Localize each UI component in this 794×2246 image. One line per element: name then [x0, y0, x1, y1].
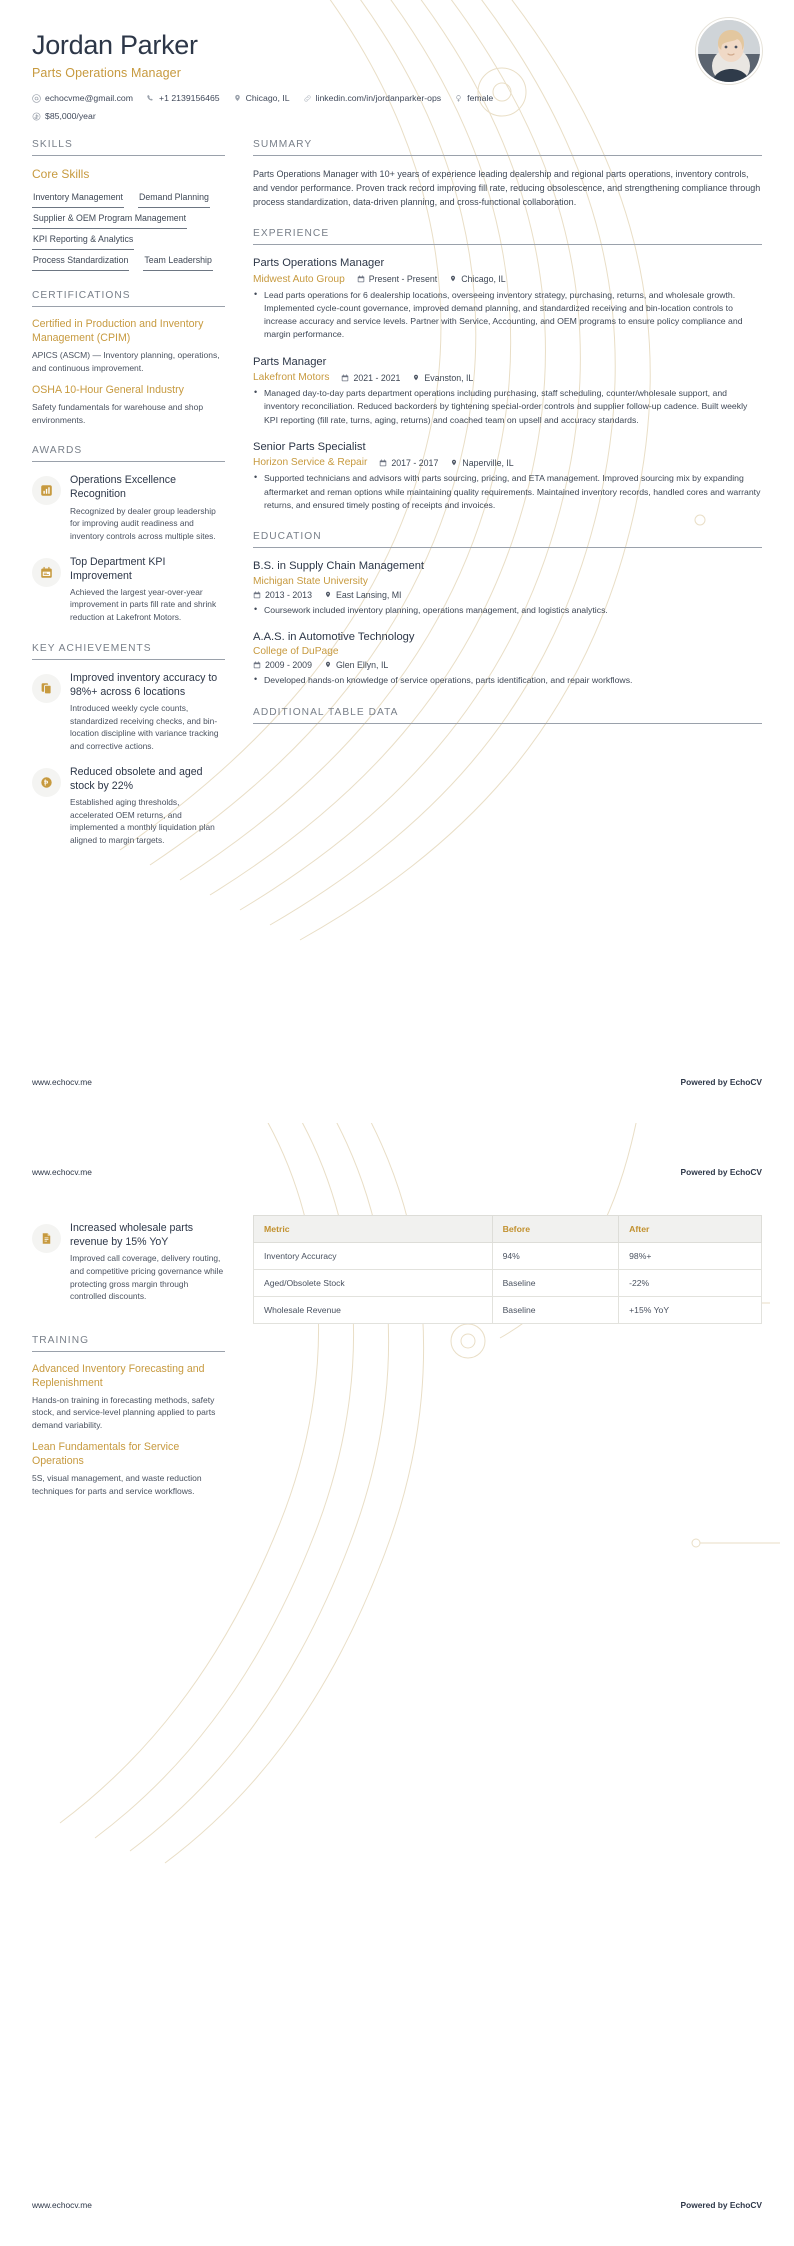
award-body — [70, 473, 225, 542]
training-heading: TRAINING — [32, 1334, 90, 1346]
email-icon — [32, 94, 41, 103]
education-dates — [253, 590, 312, 600]
job-company: Lakefront Motors — [253, 372, 330, 384]
achievement-title: Reduced obsolete and aged stock by 22% — [70, 765, 203, 792]
education-meta — [253, 590, 762, 600]
table-cell: -22% — [619, 1270, 762, 1297]
contact-email[interactable] — [32, 92, 133, 105]
contact-phone-text: +1 2139156465 — [159, 93, 220, 104]
footer-powered-prefix: Powered by — [680, 1077, 730, 1087]
footer-brand-name: EchoCV — [729, 2200, 762, 2210]
divider — [253, 155, 762, 156]
document-icon — [40, 1232, 53, 1245]
footer-powered-by — [681, 1167, 762, 1177]
education-bullets — [253, 604, 762, 617]
table-row — [254, 1243, 762, 1270]
education-dates-text: 2009 - 2009 — [265, 660, 312, 671]
candidate-name: Jordan Parker — [32, 30, 198, 60]
job-location — [412, 373, 473, 383]
training-entry — [32, 1363, 225, 1432]
calendar-icon — [341, 374, 349, 382]
certification-entry — [32, 384, 225, 426]
award-badge — [32, 476, 61, 505]
job-meta — [253, 372, 762, 383]
education-dates — [253, 660, 312, 670]
education-dates-text: 2013 - 2013 — [265, 589, 312, 600]
contact-location-text: Chicago, IL — [245, 93, 290, 104]
skills-list — [32, 189, 225, 271]
table-cell: Aged/Obsolete Stock — [254, 1270, 493, 1297]
section-additional-table — [253, 707, 762, 724]
achievement-item — [32, 671, 225, 753]
skills-heading: SKILLS — [32, 139, 73, 151]
achievement-desc: Introduced weekly cycle counts, standardized receiving checks, and bin-location discipline with variance tracking and corrective actions. — [70, 703, 219, 751]
experience-item — [253, 440, 762, 512]
job-dates-text: 2021 - 2021 — [353, 372, 401, 383]
table-body — [254, 1243, 762, 1324]
contact-info — [32, 92, 762, 123]
school-name: Michigan State University — [253, 575, 368, 587]
divider — [253, 723, 762, 724]
divider — [32, 1351, 225, 1352]
footer-brand-name: EchoCV — [729, 1077, 762, 1087]
award-desc: Achieved the largest year-over-year improvement in parts fill rate and shrink reduction at Lakefront Motors. — [70, 586, 217, 623]
experience-heading: EXPERIENCE — [253, 228, 330, 240]
location-icon — [233, 94, 242, 103]
achievement-badge — [32, 768, 61, 797]
training-title: Lean Fundamentals for Service Operations — [32, 1441, 180, 1468]
job-company: Horizon Service & Repair — [253, 457, 368, 469]
job-location-text: Naperville, IL — [462, 457, 514, 468]
achievement-title: Increased wholesale parts revenue by 15% YoY — [70, 1222, 194, 1249]
section-summary — [253, 139, 762, 209]
table-row — [254, 1270, 762, 1297]
awards-heading: AWARDS — [32, 445, 83, 457]
job-bullet: • Managed day-to-day parts department operations including purchasing, staff scheduling, counter/wholesale support, and inventory reconciliation. Reduced backorders by tightening special-order controls and supplier follow-up cadence. Built weekly KPI reporting (fill rate, turns, aging, returns) and coached team on upsell and accuracy standards. — [253, 387, 762, 427]
location-icon — [412, 374, 420, 382]
summary-heading: SUMMARY — [253, 139, 313, 151]
training-desc: 5S, visual management, and waste reduction techniques for parts and service workflows. — [32, 1473, 202, 1496]
skill-item: Team Leadership — [143, 252, 212, 271]
contact-email-text: echocvme@gmail.com — [45, 93, 133, 104]
certification-entry — [32, 318, 225, 374]
award-item — [32, 473, 225, 542]
experience-item — [253, 355, 762, 427]
certification-title: OSHA 10-Hour General Industry — [32, 384, 184, 397]
job-company: Midwest Auto Group — [253, 273, 345, 285]
job-meta — [253, 457, 762, 468]
calendar-icon — [379, 459, 387, 467]
gender-icon — [454, 94, 463, 103]
table-cell: Baseline — [492, 1297, 619, 1324]
table-cell: Inventory Accuracy — [254, 1243, 493, 1270]
section-experience — [253, 228, 762, 512]
skills-group-title: Core Skills — [32, 167, 90, 182]
job-dates — [357, 274, 437, 284]
table-head — [254, 1216, 762, 1243]
footer-site[interactable]: www.echocv.me — [32, 2200, 92, 2210]
contact-salary — [32, 110, 96, 123]
section-awards — [32, 445, 225, 623]
section-training — [32, 1335, 225, 1498]
award-badge — [32, 558, 61, 587]
table-header-row — [254, 1216, 762, 1243]
education-location-text: Glen Ellyn, IL — [335, 660, 389, 671]
contact-row-1 — [32, 92, 762, 105]
job-title: Parts Manager — [253, 355, 327, 368]
table-cell: 98%+ — [619, 1243, 762, 1270]
table-cell: 94% — [492, 1243, 619, 1270]
certification-title: Certified in Production and Inventory Management (CPIM) — [32, 318, 204, 345]
page-footer-2-top — [32, 1167, 762, 1177]
table-header-cell: Before — [492, 1216, 619, 1243]
contact-phone[interactable] — [146, 92, 220, 105]
location-icon — [450, 459, 458, 467]
contact-linkedin[interactable] — [303, 92, 442, 105]
school-name: College of DuPage — [253, 646, 339, 658]
job-title: Parts Operations Manager — [253, 257, 385, 270]
location-icon — [449, 275, 457, 283]
table-row — [254, 1297, 762, 1324]
section-key-achievements — [32, 643, 225, 847]
education-meta — [253, 660, 762, 670]
achievement-title: Improved inventory accuracy to 98%+ across 6 locations — [70, 671, 218, 698]
achievement-body — [70, 765, 225, 847]
table-cell: Baseline — [492, 1270, 619, 1297]
education-location — [324, 660, 388, 670]
training-title: Advanced Inventory Forecasting and Replenishment — [32, 1362, 205, 1389]
phone-icon — [146, 94, 155, 103]
key-achievements-heading: KEY ACHIEVEMENTS — [32, 642, 152, 654]
left-column — [32, 139, 225, 865]
job-bullet: • Lead parts operations for 6 dealership locations, overseeing inventory strategy, purchasing, returns, and wholesale growth. Implemented cycle-count governance, improved demand planning, and standardized receiving and bin-location controls to increase accuracy and service levels. Partner with Service, Accounting, and OEM programs to ensure policy compliance and margin performance. — [253, 289, 762, 342]
section-education — [253, 531, 762, 688]
location-icon — [324, 591, 332, 599]
divider — [253, 547, 762, 548]
achievement-body — [70, 671, 225, 753]
table-cell: +15% YoY — [619, 1297, 762, 1324]
job-location-text: Chicago, IL — [461, 274, 506, 285]
contact-salary-text: $85,000/year — [45, 111, 96, 122]
certification-desc: Safety fundamentals for warehouse and shop environments. — [32, 402, 204, 425]
footer-brand-name: EchoCV — [729, 1167, 762, 1177]
page-footer-1 — [32, 1077, 762, 1087]
footer-powered-by — [681, 1077, 762, 1087]
certification-desc: APICS (ASCM) — Inventory planning, operations, and continuous improvement. — [32, 350, 220, 373]
degree-title: B.S. in Supply Chain Management — [253, 560, 425, 573]
divider — [32, 659, 225, 660]
job-bullets — [253, 387, 762, 427]
job-bullets — [253, 472, 762, 512]
link-icon — [303, 94, 312, 103]
coin-icon — [40, 776, 53, 789]
skill-item: Process Standardization — [32, 252, 129, 271]
job-title: Senior Parts Specialist — [253, 440, 366, 453]
section-skills — [32, 139, 225, 271]
job-dates-text: 2017 - 2017 — [391, 457, 439, 468]
footer-site[interactable]: www.echocv.me — [32, 1077, 92, 1087]
table-header-cell: After — [619, 1216, 762, 1243]
footer-powered-by — [681, 2200, 762, 2210]
award-desc: Recognized by dealer group leadership for improving audit readiness and inventory controls across multiple sites. — [70, 505, 216, 541]
divider — [253, 244, 762, 245]
calendar-icon — [357, 275, 365, 283]
award-item — [32, 555, 225, 624]
award-body — [70, 555, 225, 624]
divider — [32, 155, 225, 156]
skill-item: Inventory Management — [32, 189, 124, 208]
award-title: Operations Excellence Recognition — [70, 474, 176, 501]
job-location-text: Evanston, IL — [424, 372, 474, 383]
award-title: Top Department KPI Improvement — [70, 555, 166, 582]
education-bullets — [253, 674, 762, 687]
resume-columns-page2 — [32, 1193, 762, 1517]
divider — [32, 306, 225, 307]
page-footer-2 — [32, 2200, 762, 2210]
contact-row-2 — [32, 110, 762, 123]
experience-item — [253, 256, 762, 341]
avatar — [696, 18, 762, 84]
education-location-text: East Lansing, MI — [335, 589, 402, 600]
job-dates-text: Present - Present — [368, 274, 438, 285]
job-bullets — [253, 289, 762, 342]
skill-item: KPI Reporting & Analytics — [32, 231, 134, 250]
calendar-badge-icon — [40, 566, 53, 579]
right-column — [253, 139, 762, 743]
resume-columns — [32, 139, 762, 865]
section-certifications — [32, 290, 225, 426]
achievement-badge — [32, 674, 61, 703]
job-dates — [341, 373, 400, 383]
certifications-heading: CERTIFICATIONS — [32, 290, 131, 302]
calendar-icon — [253, 661, 261, 669]
job-bullet: • Supported technicians and advisors with parts sourcing, pricing, and ETA management. Improved sourcing mix by expanding aftermarket and reman options while maintaining quality requirements. Maintained inventory records, handled cores and warranty returns, and ensured timely posting of receipts and invoices. — [253, 472, 762, 512]
location-icon — [324, 661, 332, 669]
contact-gender — [454, 92, 493, 105]
education-item — [253, 630, 762, 688]
calendar-icon — [253, 591, 261, 599]
table-header-cell: Metric — [254, 1216, 493, 1243]
right-column-page2 — [253, 1193, 762, 1324]
training-desc: Hands-on training in forecasting methods, safety stock, and service-level planning applied to parts demand variability. — [32, 1394, 216, 1430]
contact-linkedin-text: linkedin.com/in/jordanparker-ops — [315, 93, 442, 104]
table-cell: Wholesale Revenue — [254, 1297, 493, 1324]
contact-location — [233, 92, 290, 105]
skill-item: Demand Planning — [138, 189, 210, 208]
chart-bar-icon — [40, 484, 53, 497]
summary-text: Parts Operations Manager with 10+ years of experience leading dealership and regional parts operations, inventory controls, and vendor performance. Proven track record improving fill rate, reducing obsolescence, and strengthening compliance through process standardization, data-driven planning, and cross-functional collaboration. — [253, 169, 761, 208]
education-bullet: • Coursework included inventory planning, operations management, and logistics analytics. — [253, 604, 762, 617]
footer-site[interactable]: www.echocv.me — [32, 1167, 92, 1177]
job-location — [450, 458, 513, 468]
additional-table-heading: ADDITIONAL TABLE DATA — [253, 706, 399, 718]
contact-gender-text: female — [467, 93, 494, 104]
skill-item: Supplier & OEM Program Management — [32, 210, 187, 229]
job-dates — [379, 458, 438, 468]
education-heading: EDUCATION — [253, 531, 322, 543]
footer-powered-prefix: Powered by — [680, 1167, 730, 1177]
achievement-desc: Established aging thresholds, accelerated OEM returns, and implemented a monthly liquidation plan aligned to margin targets. — [70, 796, 215, 845]
degree-title: A.A.S. in Automotive Technology — [253, 630, 415, 643]
education-item — [253, 559, 762, 617]
achievement-desc: Improved call coverage, delivery routing, and competitive pricing governance while protecting gross margin through controlled discounts. — [70, 1253, 224, 1302]
resume-header — [32, 0, 762, 123]
additional-data-table — [253, 1215, 762, 1324]
divider — [32, 461, 225, 462]
education-bullet: • Developed hands-on knowledge of service operations, parts identification, and repair workflows. — [253, 674, 762, 687]
salary-icon — [32, 112, 41, 121]
copy-files-icon — [40, 682, 53, 695]
training-entry — [32, 1441, 225, 1497]
achievement-item — [32, 765, 225, 847]
education-location — [324, 590, 402, 600]
candidate-role: Parts Operations Manager — [32, 66, 182, 81]
achievement-badge — [32, 1224, 61, 1253]
left-column-page2 — [32, 1193, 225, 1517]
job-location — [449, 274, 506, 284]
footer-powered-prefix: Powered by — [680, 2200, 730, 2210]
achievement-item — [32, 1221, 225, 1303]
job-meta — [253, 274, 762, 285]
achievement-body — [70, 1221, 225, 1303]
resume-page-2 — [0, 1123, 794, 2246]
